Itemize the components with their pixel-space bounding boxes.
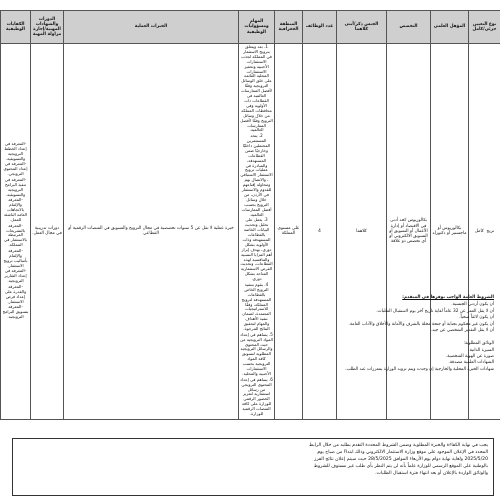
cell-gender: كلاهما (337, 44, 387, 420)
header-grade-type: نوع التعيين جزئي/كامل (469, 11, 500, 44)
skill-item: -المعرفة في تنفيذ البرامج الترويجية والتسويقية. (4, 176, 27, 197)
header-experience: الخبرات العملية (64, 11, 239, 44)
skill-item: -المعرفة والإلمام بالاتجاهات العامة الناشئة للعمل. (3, 197, 28, 222)
skill-item: -المعرفة في إعداد الخطط الترويجية والتسويقية. (4, 140, 27, 161)
condition-item: أن يكون غير محكوم بجناية أو جنحة مخلة بالشرف والأمانة والأخلاق والآداب العامة. (348, 321, 494, 327)
skill-item: -المعرفة بالتشريعات المرتبطة بالاستثمار في المملكة. (4, 222, 27, 248)
cell-courses: دورات تدريبية في مجال العمل. (31, 44, 64, 420)
notice-line: 2025/5/20 ولغاية نهاية دوام يوم الأربعاء الموافق 28/5/2025 حيث سيتم إعلان نتائج الفرز (314, 457, 488, 463)
cell-experience: خبرة عملية لا تقل عن 5 سنوات تخصصية في مجال الترويج والتسويق في المنصات الرقمية أو القطاعي (64, 44, 239, 420)
document-item: السيرة الذاتية. (468, 347, 494, 353)
skill-item: -المعرفة والقدرة على إعداد فرص الاستثمار. (4, 283, 27, 304)
table-header-row (1, 11, 500, 44)
condition-item: أن لا يقل العمر عن 32 عاماً لغاية تاريخ آخر يوم لاستقبال الطلبات. (376, 308, 494, 314)
skill-item: -المعرفة في إعداد المحتوى الترويجي. (3, 161, 28, 177)
condition-item: أن لا يقل التقدير الشخصي عن جيد. (430, 328, 494, 334)
cell-count: 4 (303, 44, 337, 420)
notice-line: بالوطنية على الموقع الرسمي للوزارة علماً بأنه لن يتم النظر بأي طلب غير مستوف للشروط (313, 464, 488, 470)
document-item: صورة عن الهوية الشخصية. (445, 353, 494, 359)
notice-line: يجب في نهاية الكفاءة والخبرة المطلوبة وضمن الشروط المحددة التقدم بطلبه من خلال الرابط (309, 443, 488, 448)
condition-item: أن يكون لائقاً صحياً. (459, 315, 494, 321)
conditions-title: الشروط العامة الواجب توفرها في المتقدم: (402, 295, 494, 300)
header-qualification: المؤهل العلمي (431, 11, 469, 44)
header-tasks: المهام ومسؤوليات الوظيفية (239, 11, 275, 44)
header-courses: الدورات والشهادات المهنية/إجازة مزاولة المهنة (31, 11, 64, 44)
required-documents-title: الوثائق المطلوبة: (463, 341, 494, 347)
job-fragment-text: تريج (486, 228, 495, 234)
header-skills: الكفايات الوظيفية (1, 11, 31, 44)
task-item: 5. يساهم في إعداد المواد الترويجية من حيث المحتوى والرسائل الترويجية المطلوبة لتسويق كافة المواد الترويجية بحسب الاستثمارات الأجنبية والمحلية. (240, 331, 273, 376)
header-specialization: التخصص (387, 11, 431, 44)
task-item: 3. يعمل على تحليل وتحديث البيانات الخاصة بالقطاعات المستهدفة وذات الأولوية بشكل دوري، بهدف إبراز أهم المزايا النسبية والتنافسية لهذه القطاعات، وتحديث الفرص الاستثمارية المتاحة بشكل دوري. (240, 217, 273, 282)
condition-item: أن يكون أردني الجنسية. (451, 302, 494, 308)
notice-line: والوثائق الواردة بالإعلان أو بعد انتهاء فترة استقبال الطلبات. (375, 471, 488, 477)
skill-item: -المعرفة في إعداد التقارير الترويجية. (4, 268, 27, 284)
cell-specialization: بكالوريوس كحد أدنى في الاقتصاد أو إدارة الأعمال أو التسويق أو التسويق الالكتروني أو أي تخصص ذو علاقة (387, 44, 431, 420)
header-region: المنطقة الجغرافية (275, 11, 303, 44)
skill-item: -المعرفة والإلمام بأساليب ترويج الاستثمار. (3, 247, 28, 268)
document-item: الشهادات العلمية مصدقة. (448, 360, 494, 366)
document-item: شهادات الخبرة المحلية والخارجية إن وجدت ويتم تزويد الوزارة بمعززات عند الطلب. (345, 366, 494, 372)
cell-qualification: بكالوريوس أو ماجستير أو دكتوراه (431, 44, 469, 420)
task-item: 6. يساهم في إعداد المحتوى الترويجي من رسائل استثمارية لتعزيز الحضور الرقمي للوزارة على كافة المنصات الرقمية للوزارة. (240, 376, 273, 417)
task-item: 2. يتحد المستثمرين المحتملين داخليًا وخارجيًا ضمن القطاعات المستهدفة، والمبادرة في عمليات ترويج الاستثمار الاستباقي ، والاتصال بهم ومحاولة إقناعهم للقدوم والاستثمار في الأردن، من خلال وسائل الترويج بحسب أفضل الممارسات العالمية. (240, 133, 273, 217)
application-notice-box (12, 438, 494, 496)
notice-line: المحدد في الإعلان الموجود على موقع وزارة الاستثمار الالكتروني وذلك ابتداءً من صباح يوم (317, 450, 488, 456)
header-count: عدد الوظائف (303, 11, 337, 44)
task-item: 1. بعد ويتعلق بترويج الاستثمار في المملكة لجذب الاستثمارات الأجنبية وتحفيز الاستثمارات المحلية القائمة على خلق الوسائل الترويجية وفقًا لأفضل الممارسات العالمية في القطاعات ذات الأولوية وفي محافظات المملكة من خلال وسائل الترويج وفقًا لأفضل الممارسات العالمية. (240, 44, 273, 133)
cell-region: على مستوى المملكة (275, 44, 303, 420)
task-item: 4. يقوم بتنفيذ الترويج الخاص بالقطاعات المستهدفة لترويج المملكة، وفقًا للاستراتيجيات المعتمدة، لضمان تنفيذ الأهداف والمهام لتحقيق النتائج المرجوة. (241, 281, 272, 332)
grade-type-value: كامل (474, 228, 484, 234)
general-conditions-section (6, 295, 494, 373)
skill-item: -المعرفة بتسويق البرامج الترويجية. (2, 304, 29, 320)
header-gender: الجنس ذكر/أنثى كلاهما (337, 11, 387, 44)
